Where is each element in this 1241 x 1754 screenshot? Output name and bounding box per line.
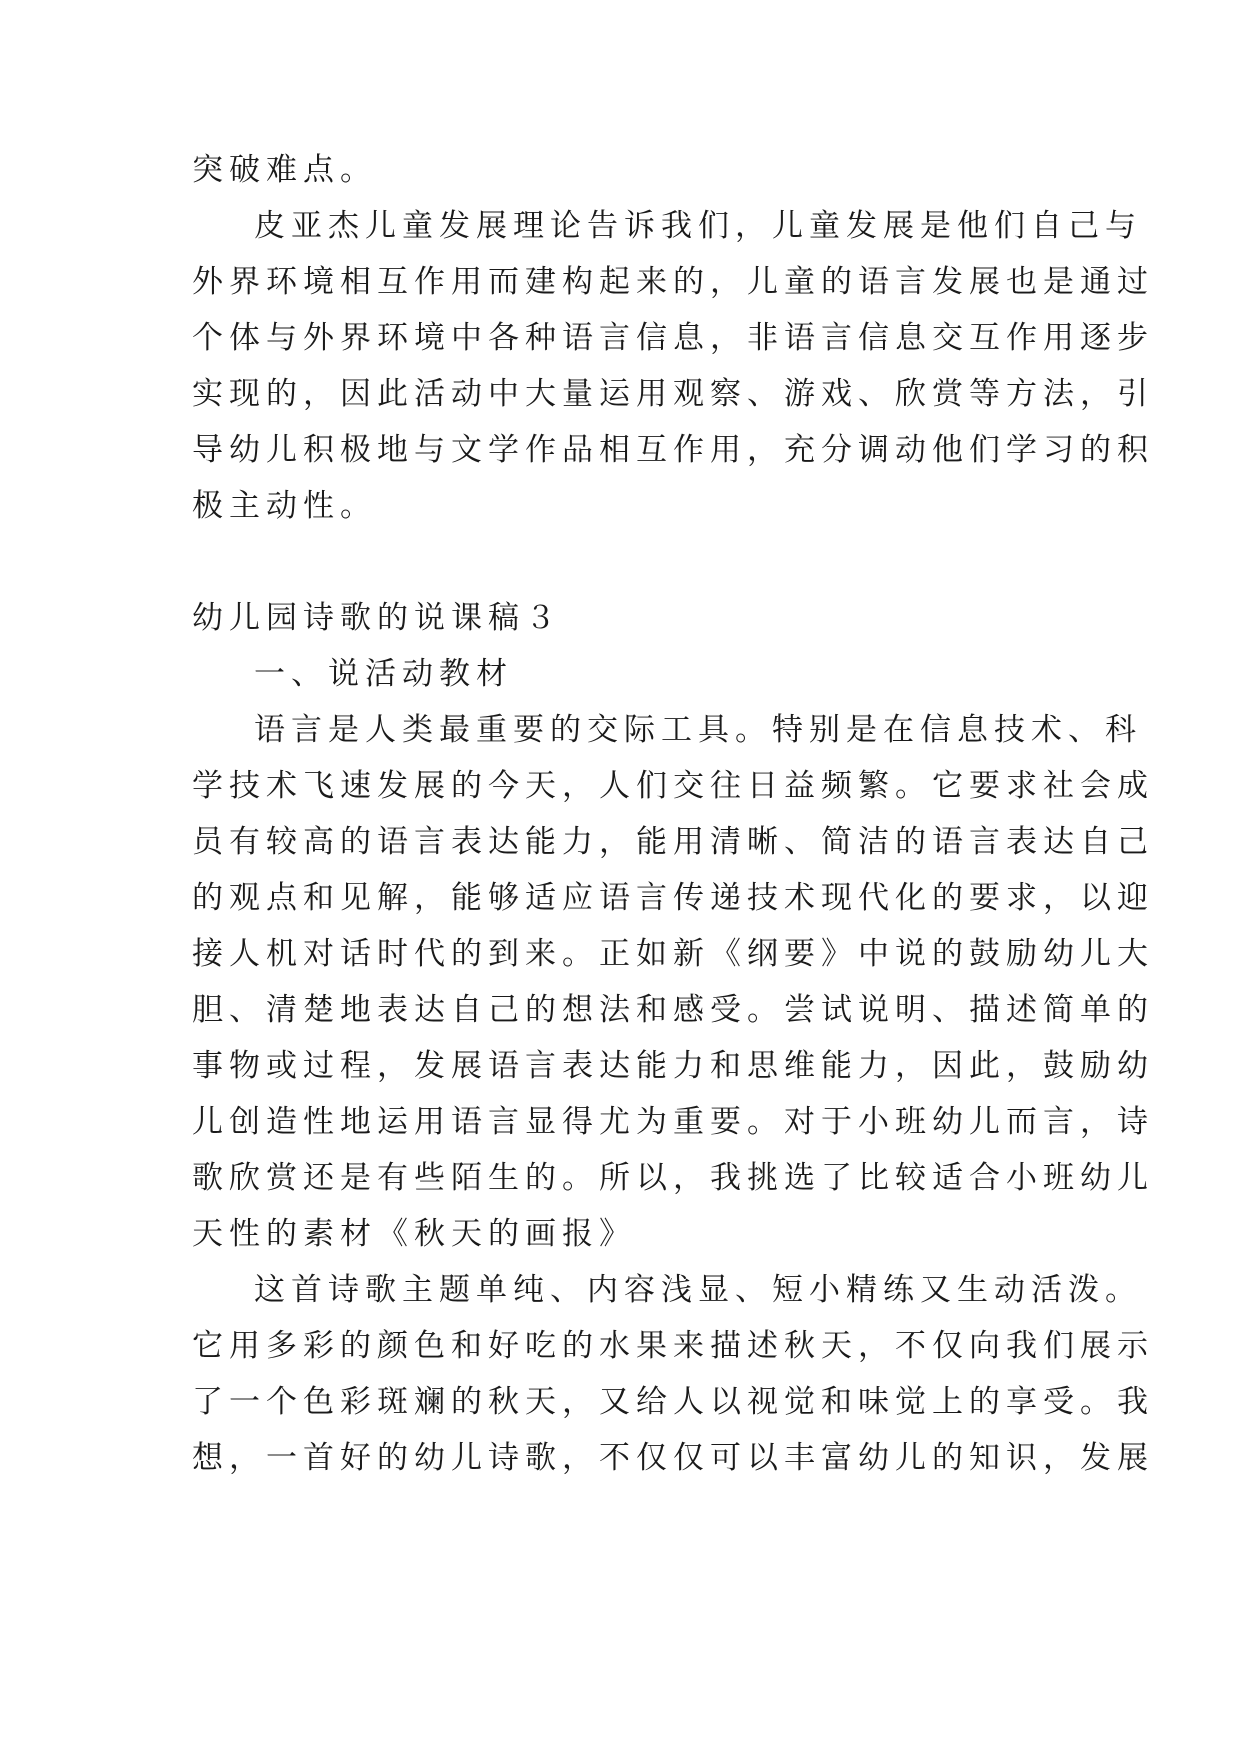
paragraph-line: 导幼儿积极地与文学作品相互作用，充分调动他们学习的积 (192, 432, 1154, 468)
paragraph-line: 外界环境相互作用而建构起来的，儿童的语言发展也是通过 (192, 264, 1154, 300)
paragraph-line: 员有较高的语言表达能力，能用清晰、简洁的语言表达自己 (192, 824, 1154, 860)
paragraph-line: 极主动性。 (192, 488, 377, 524)
subsection-heading: 一、说活动教材 (254, 656, 513, 692)
paragraph-line: 实现的，因此活动中大量运用观察、游戏、欣赏等方法，引 (192, 376, 1154, 412)
paragraph-line: 语言是人类最重要的交际工具。特别是在信息技术、科 (254, 712, 1142, 748)
paragraph-line: 这首诗歌主题单纯、内容浅显、短小精练又生动活泼。 (254, 1272, 1142, 1308)
paragraph-line: 它用多彩的颜色和好吃的水果来描述秋天，不仅向我们展示 (192, 1328, 1154, 1364)
paragraph-line: 个体与外界环境中各种语言信息，非语言信息交互作用逐步 (192, 320, 1154, 356)
paragraph-line: 学技术飞速发展的今天，人们交往日益频繁。它要求社会成 (192, 768, 1154, 804)
paragraph-line: 想，一首好的幼儿诗歌，不仅仅可以丰富幼儿的知识，发展 (192, 1440, 1154, 1476)
paragraph-line: 胆、清楚地表达自己的想法和感受。尝试说明、描述简单的 (192, 992, 1154, 1028)
paragraph-line: 儿创造性地运用语言显得尤为重要。对于小班幼儿而言，诗 (192, 1104, 1154, 1140)
paragraph-line: 了一个色彩斑斓的秋天，又给人以视觉和味觉上的享受。我 (192, 1384, 1154, 1420)
paragraph-line: 皮亚杰儿童发展理论告诉我们，儿童发展是他们自己与 (254, 208, 1142, 244)
paragraph-line: 歌欣赏还是有些陌生的。所以，我挑选了比较适合小班幼儿 (192, 1160, 1154, 1196)
paragraph-line: 天性的素材《秋天的画报》 (192, 1216, 636, 1252)
paragraph-line: 接人机对话时代的到来。正如新《纲要》中说的鼓励幼儿大 (192, 936, 1154, 972)
paragraph-line: 事物或过程，发展语言表达能力和思维能力，因此，鼓励幼 (192, 1048, 1154, 1084)
paragraph-line: 的观点和见解，能够适应语言传递技术现代化的要求，以迎 (192, 880, 1154, 916)
section-title: 幼儿园诗歌的说课稿３ (192, 600, 562, 636)
paragraph-line: 突破难点。 (192, 152, 377, 188)
